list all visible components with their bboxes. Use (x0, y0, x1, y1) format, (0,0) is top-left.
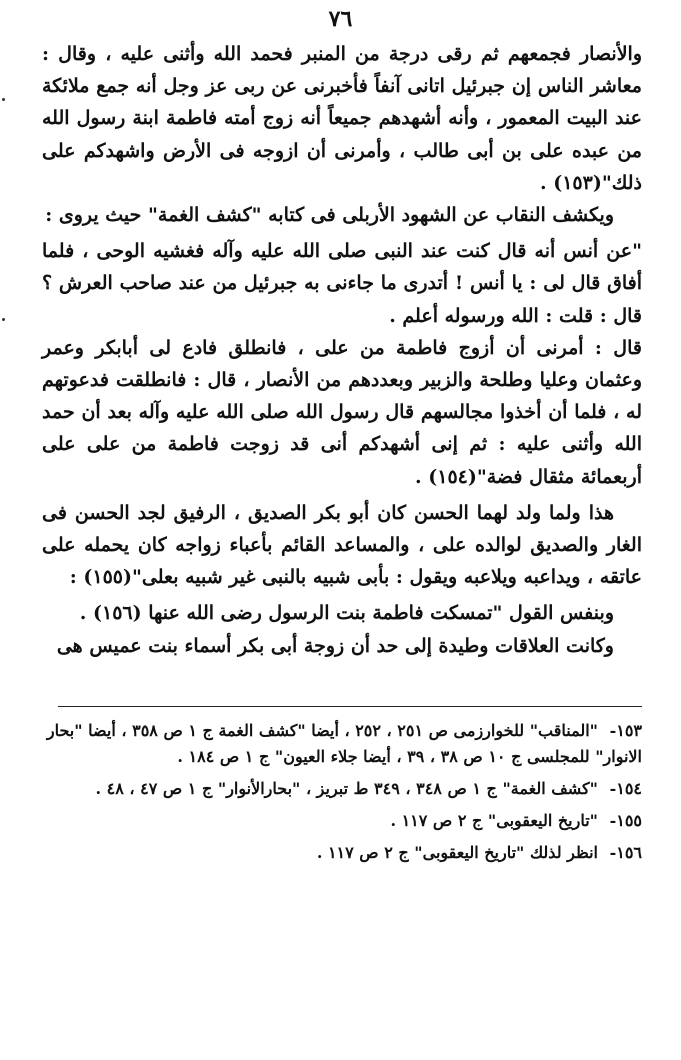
paragraph: ويكشف النقاب عن الشهود الأربلى فى كتابه "كشف الغمة" حيث يروى : (45, 204, 614, 227)
paragraph: "عن أنس أنه قال كنت عند النبى صلى الله عليه وآله فغشيه الوحى ، فلما أفاق قال لى : يا أنس ! أتدرى ما جاءنى به جبرئيل من عند صاحب العرش ؟ قال : قلت : الله ورسوله أعلم . (42, 240, 642, 327)
main-text (42, 38, 642, 662)
footnote (42, 840, 642, 866)
footnote-number: ١٥٥- (609, 811, 642, 830)
paragraph: وكانت العلاقات وطيدة إلى حد أن زوجة أبى بكر أسماء بنت عميس هى (56, 634, 614, 657)
footnote-number: ١٥٣- (609, 721, 642, 740)
footnote-text: "تاريخ اليعقوبى" ج ٢ ص ١١٧ . (390, 811, 598, 830)
footnote-separator (58, 706, 642, 707)
footnote-text: انظر لذلك "تاريخ اليعقوبى" ج ٢ ص ١١٧ . (316, 843, 598, 862)
paragraph: والأنصار فجمعهم ثم رقى درجة من المنبر فحمد الله وأثنى عليه ، وقال : معاشر الناس إن جبرئيل اتانى آنفاً فأخبرنى عن ربى عز وجل أنه جمع ملائكة عند البيت المعمور ، وأنه أشهدهم جميعاً أنه زوج أمته فاطمة ابنة رسول الله من عبده على بن أبى طالب ، وأمرنى أن ازوجه فى الأرض واشهدكم على ذلك"(١٥٣) . (42, 43, 642, 194)
paragraph: قال : أمرنى أن أزوج فاطمة من على ، فانطلق فادع لى أبابكر وعمر وعثمان وعليا وطلحة والزبير وبعددهم من الأنصار ، قال : فانطلقت فدعوتهم له ، فلما أن أخذوا مجالسهم قال رسول الله صلى الله عليه وآله بعد أن حمد الله وأثنى عليه : ثم إنى أشهدكم أنى قد زوجت فاطمة من على على أربعمائة مثقال فضة"(١٥٤) . (42, 336, 642, 488)
footnote-text: "المناقب" للخوارزمى ص ٢٥١ ، ٢٥٢ ، أيضا "كشف الغمة ج ١ ص ٣٥٨ ، أيضا "بحار الانوار" للمجلسى ج ١٠ ص ٣٨ ، ٣٩ ، أيضا جلاء العيون" ج ١ ص ١٨٤ . (46, 721, 642, 766)
paragraph: وبنفس القول "تمسكت فاطمة بنت الرسول رضى الله عنها (١٥٦) . (79, 602, 614, 625)
paragraph: هذا ولما ولد لهما الحسن كان أبو بكر الصديق ، الرفيق لجد الحسن فى الغار والصديق لوالده على ، والمساعد القائم بأعباء زواجه كان يحمله على عاتقه ، ويداعبه ويلاعبه ويقول : بأبى شبيه بالنبى غير شبيه بعلى"(١٥٥) : (42, 501, 642, 589)
footnote-number: ١٥٤- (609, 779, 642, 798)
footnote (42, 808, 642, 834)
page-number: ٧٦ (328, 6, 353, 32)
footnote-text: "كشف الغمة" ج ١ ص ٣٤٨ ، ٣٤٩ ط تبريز ، "بحارالأنوار" ج ١ ص ٤٧ ، ٤٨ . (95, 779, 598, 798)
footnote (42, 718, 642, 770)
footnotes (42, 718, 642, 872)
scan-mark (2, 98, 5, 101)
footnote (42, 776, 642, 802)
footnote-number: ١٥٦- (609, 843, 642, 862)
scan-mark (2, 318, 5, 321)
